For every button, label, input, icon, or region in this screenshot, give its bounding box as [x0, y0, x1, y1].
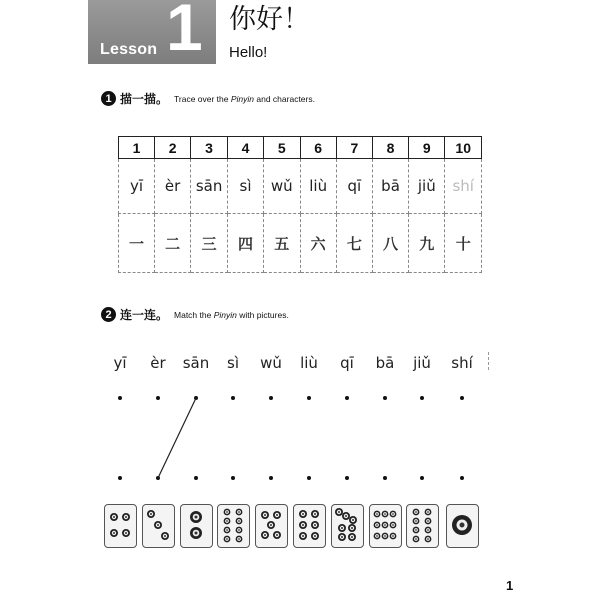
- match-pinyin-label: yī: [113, 354, 127, 372]
- section-2-header: [101, 306, 289, 323]
- number-cell: 8: [372, 137, 408, 159]
- tracing-table: [118, 136, 482, 273]
- number-row: [119, 137, 482, 159]
- mahjong-tile-8-dots-icon[interactable]: [406, 504, 439, 548]
- pinyin-cell[interactable]: jiǔ: [409, 159, 445, 214]
- pinyin-cell[interactable]: sì: [227, 159, 263, 214]
- character-cell[interactable]: 十: [445, 214, 482, 273]
- example-match-line: [158, 398, 196, 478]
- pinyin-match-dot[interactable]: [345, 396, 349, 400]
- pinyin-match-dot[interactable]: [460, 396, 464, 400]
- mahjong-tile-3-dots-icon[interactable]: [142, 504, 175, 548]
- mahjong-tile-4-dots-icon[interactable]: [104, 504, 137, 548]
- picture-match-dot[interactable]: [345, 476, 349, 480]
- pinyin-match-dot[interactable]: [156, 396, 160, 400]
- picture-match-dot[interactable]: [269, 476, 273, 480]
- pinyin-match-dot[interactable]: [118, 396, 122, 400]
- picture-match-dot[interactable]: [231, 476, 235, 480]
- lesson-title-english: Hello!: [229, 44, 268, 61]
- picture-match-dot[interactable]: [420, 476, 424, 480]
- match-pinyin-label: bā: [375, 354, 395, 372]
- match-pinyin-label: sān: [182, 354, 210, 372]
- number-cell: 5: [264, 137, 301, 159]
- pinyin-row: [119, 159, 482, 214]
- page-number: 1: [506, 578, 514, 593]
- pinyin-cell[interactable]: bā: [372, 159, 408, 214]
- character-cell[interactable]: 三: [191, 214, 228, 273]
- number-cell: 9: [409, 137, 445, 159]
- number-cell: 1: [119, 137, 155, 159]
- number-cell: 4: [227, 137, 263, 159]
- match-pinyin-label: liù: [300, 354, 318, 372]
- character-cell[interactable]: 四: [227, 214, 263, 273]
- match-pinyin-label: wǔ: [260, 354, 282, 372]
- number-cell: 2: [155, 137, 191, 159]
- section-1-instruction: Trace over the Pinyin and characters.: [174, 93, 315, 104]
- mahjong-tile-5-dots-icon[interactable]: [255, 504, 288, 548]
- character-cell[interactable]: 二: [155, 214, 191, 273]
- section-1-title: 描一描。: [120, 92, 169, 106]
- match-pinyin-label: sì: [227, 354, 239, 372]
- pinyin-cell[interactable]: yī: [119, 159, 155, 214]
- lesson-label: Lesson: [100, 41, 158, 58]
- pinyin-cell[interactable]: shí: [445, 159, 482, 214]
- number-cell: 6: [300, 137, 336, 159]
- match-pinyin-label: shí: [451, 354, 473, 372]
- picture-match-dot[interactable]: [307, 476, 311, 480]
- mahjong-tile-1-dot-icon[interactable]: [446, 504, 479, 548]
- lesson-number: 1: [166, 0, 203, 64]
- number-cell: 3: [191, 137, 228, 159]
- dashed-divider: [488, 352, 490, 370]
- section-1-number: 1: [101, 91, 116, 106]
- pinyin-cell[interactable]: wǔ: [264, 159, 301, 214]
- pinyin-match-dot[interactable]: [269, 396, 273, 400]
- mahjong-tile-7-dots-icon[interactable]: [331, 504, 364, 548]
- section-2-instruction: Match the Pinyin with pictures.: [174, 309, 289, 320]
- mahjong-tile-9-dots-icon[interactable]: [369, 504, 402, 548]
- section-1-header: [101, 90, 315, 107]
- picture-match-dot[interactable]: [460, 476, 464, 480]
- character-cell[interactable]: 五: [264, 214, 301, 273]
- lesson-title-chinese: 你好！: [229, 4, 310, 35]
- number-cell: 7: [336, 137, 372, 159]
- pinyin-cell[interactable]: èr: [155, 159, 191, 214]
- number-cell: 10: [445, 137, 482, 159]
- character-cell[interactable]: 六: [300, 214, 336, 273]
- pinyin-cell[interactable]: qī: [336, 159, 372, 214]
- pinyin-cell[interactable]: sān: [191, 159, 228, 214]
- mahjong-tile-8-dots-icon[interactable]: [217, 504, 250, 548]
- pinyin-match-dot[interactable]: [231, 396, 235, 400]
- picture-match-dot[interactable]: [194, 476, 198, 480]
- section-2-title: 连一连。: [120, 308, 169, 322]
- match-pinyin-label: èr: [150, 354, 166, 372]
- pinyin-match-dot[interactable]: [307, 396, 311, 400]
- pinyin-match-dot[interactable]: [420, 396, 424, 400]
- pinyin-match-dot[interactable]: [383, 396, 387, 400]
- mahjong-tile-6-dots-icon[interactable]: [293, 504, 326, 548]
- section-2-number: 2: [101, 307, 116, 322]
- character-row: [119, 214, 482, 273]
- pinyin-match-dot[interactable]: [194, 396, 198, 400]
- character-cell[interactable]: 一: [119, 214, 155, 273]
- picture-match-dot[interactable]: [118, 476, 122, 480]
- character-cell[interactable]: 八: [372, 214, 408, 273]
- pinyin-cell[interactable]: liù: [300, 159, 336, 214]
- mahjong-tile-2-dots-icon[interactable]: [180, 504, 213, 548]
- picture-match-dot[interactable]: [156, 476, 160, 480]
- character-cell[interactable]: 九: [409, 214, 445, 273]
- match-pinyin-label: jiǔ: [413, 354, 431, 372]
- picture-match-dot[interactable]: [383, 476, 387, 480]
- match-pinyin-row: [0, 354, 600, 374]
- match-pinyin-label: qī: [340, 354, 354, 372]
- character-cell[interactable]: 七: [336, 214, 372, 273]
